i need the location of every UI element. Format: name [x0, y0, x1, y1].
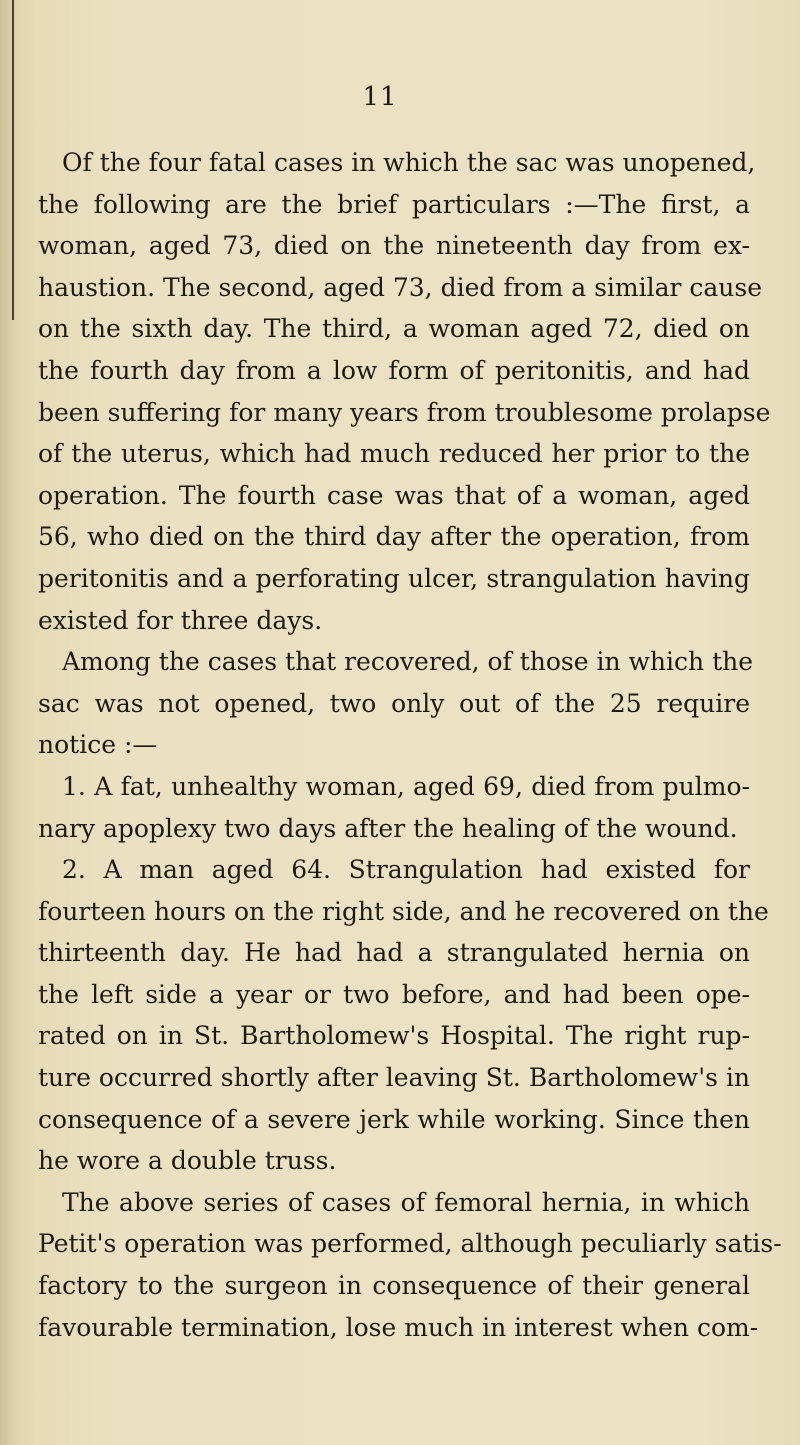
- text-line: the fourth day from a low form of peritonitis, and had: [38, 355, 750, 385]
- text-line: 56, who died on the third day after the operation, from: [38, 522, 750, 552]
- page-number: 11: [362, 82, 398, 112]
- text-line: haustion. The second, aged 73, died from a similar cause: [38, 272, 763, 302]
- text-line: Of the four fatal cases in which the sac was unopened,: [62, 148, 756, 177]
- text-line: of the uterus, which had much reduced her prior to the: [38, 439, 750, 469]
- text-line: favourable termination, lose much in interest when com-: [38, 1312, 759, 1342]
- text-line: fourteen hours on the right side, and he recovered on the: [38, 896, 769, 926]
- text-line: peritonitis and a perforating ulcer, strangulation having: [38, 563, 750, 593]
- text-line: consequence of a severe jerk while working. Since then: [38, 1104, 750, 1134]
- text-line: existed for three days.: [38, 605, 323, 635]
- text-line: ture occurred shortly after leaving St. Bartholomew's in: [38, 1063, 750, 1093]
- text-line: nary apoplexy two days after the healing of the wound.: [38, 813, 738, 843]
- text-line: notice :—: [38, 730, 158, 760]
- text-line: on the sixth day. The third, a woman aged 72, died on: [38, 314, 750, 344]
- text-line: the left side a year or two before, and had been ope-: [38, 979, 750, 1009]
- text-line: thirteenth day. He had had a strangulated hernia on: [38, 938, 750, 968]
- text-line: sac was not opened, two only out of the 25 require: [38, 688, 750, 718]
- page-edge-line: [12, 0, 14, 320]
- body-text: [38, 142, 782, 1348]
- text-line: 1. A fat, unhealthy woman, aged 69, died from pulmo-: [62, 771, 750, 801]
- text-line: 2. A man aged 64. Strangulation had existed for: [62, 855, 750, 885]
- text-line: woman, aged 73, died on the nineteenth day from ex-: [38, 231, 750, 261]
- text-line: he wore a double truss.: [38, 1146, 337, 1176]
- text-line: rated on in St. Bartholomew's Hospital. The right rup-: [38, 1021, 750, 1051]
- text-line: Petit's operation was performed, although peculiarly satis-: [38, 1229, 782, 1259]
- page-gutter-shadow: [0, 0, 22, 1445]
- text-line: The above series of cases of femoral hernia, in which: [62, 1187, 750, 1217]
- text-line: Among the cases that recovered, of those in which the: [62, 647, 754, 677]
- text-line: been suffering for many years from troublesome prolapse: [38, 397, 771, 427]
- text-line: the following are the brief particulars :—The first, a: [38, 189, 750, 219]
- text-line: operation. The fourth case was that of a woman, aged: [38, 480, 750, 510]
- text-line: factory to the surgeon in consequence of their general: [38, 1271, 750, 1301]
